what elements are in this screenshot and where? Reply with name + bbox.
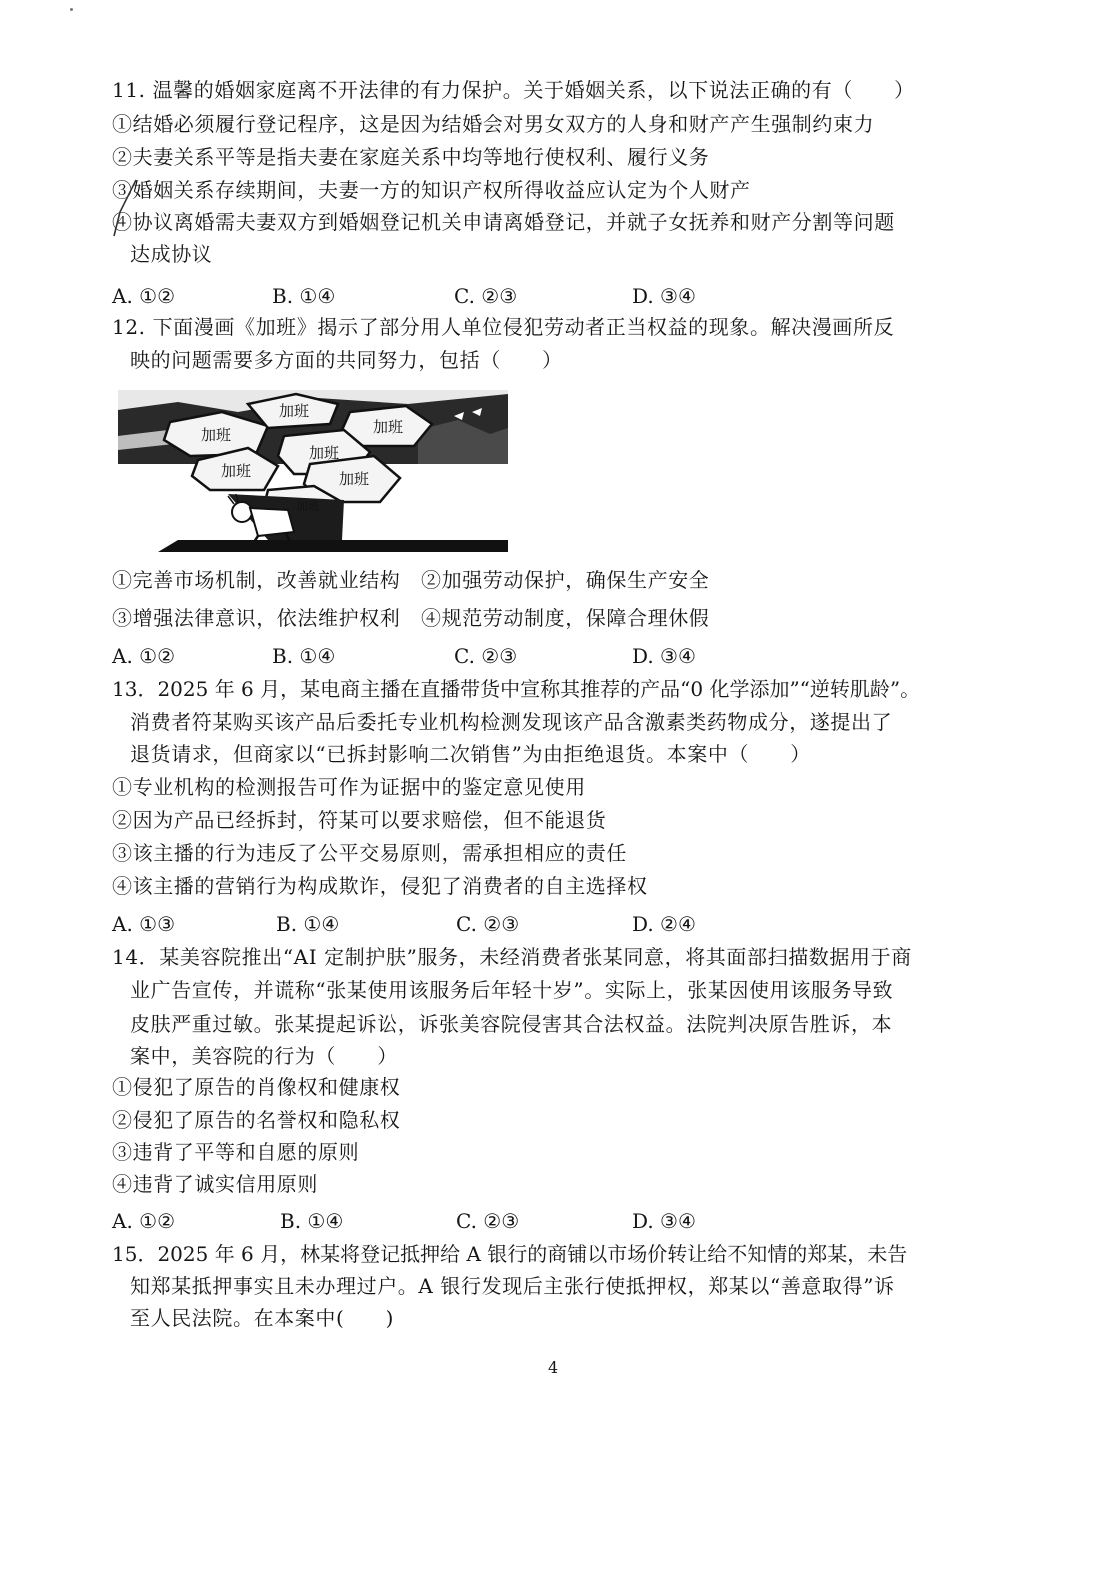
q11-statement-4-cont: 达成协议 [130, 242, 213, 266]
page-number: 4 [548, 1358, 559, 1377]
cartoon-label: 加班 [220, 462, 252, 480]
q12-statements-3-4: ③增强法律意识，依法维护权利 ④规范劳动制度，保障合理休假 [112, 606, 710, 630]
q13-option-a: A. ①③ [112, 912, 176, 936]
q14-option-d: D. ③④ [632, 1209, 696, 1233]
q12-option-d: D. ③④ [632, 644, 696, 668]
q12-stem: 12. 下面漫画《加班》揭示了部分用人单位侵犯劳动者正当权益的现象。解决漫画所反 [112, 315, 895, 339]
cartoon-label: 加班 [200, 426, 232, 444]
q13-option-b: B. ①④ [276, 912, 340, 936]
q11-stem: 11. 温馨的婚姻家庭离不开法律的有力保护。关于婚姻关系，以下说法正确的有（ ） [112, 78, 915, 102]
q13-statement-2: ②因为产品已经拆封，符某可以要求赔偿，但不能退货 [112, 808, 607, 832]
q13-option-d: D. ②④ [632, 912, 696, 936]
q12-option-a: A. ①② [112, 644, 176, 668]
q14-option-b: B. ①④ [280, 1209, 344, 1233]
cartoon-label: 加班 [338, 470, 370, 488]
q11-statement-3: ③婚姻关系存续期间，夫妻一方的知识产权所得收益应认定为个人财产 [112, 178, 751, 202]
q11-option-d: D. ③④ [632, 284, 696, 308]
q15-stem-cont-2: 至人民法院。在本案中( ) [130, 1306, 395, 1330]
q14-option-c: C. ②③ [456, 1209, 520, 1233]
q14-statement-1: ①侵犯了原告的肖像权和健康权 [112, 1075, 401, 1099]
q14-option-a: A. ①② [112, 1209, 176, 1233]
q13-statement-4: ④该主播的营销行为构成欺诈，侵犯了消费者的自主选择权 [112, 874, 648, 898]
q13-statement-1: ①专业机构的检测报告可作为证据中的鉴定意见使用 [112, 775, 586, 799]
q11-option-b: B. ①④ [272, 284, 336, 308]
q15-stem: 15．2025 年 6 月，林某将登记抵押给 A 银行的商铺以市场价转让给不知情的郑某，未告 [112, 1242, 908, 1266]
scan-speck [70, 8, 73, 11]
cartoon-label: 加班 [278, 402, 310, 420]
q13-statement-3: ③该主播的行为违反了公平交易原则，需承担相应的责任 [112, 841, 627, 865]
q12-stem-cont: 映的问题需要多方面的共同努力，包括（ ） [130, 348, 563, 372]
q15-stem-cont-1: 知郑某抵押事实且未办理过户。A 银行发现后主张行使抵押权，郑某以“善意取得”诉 [130, 1274, 895, 1298]
q11-statement-4: ④协议离婚需夫妻双方到婚姻登记机关申请离婚登记，并就子女抚养和财产分割等问题 [112, 210, 895, 234]
q14-stem-cont-2: 皮肤严重过敏。张某提起诉讼，诉张美容院侵害其合法权益。法院判决原告胜诉，本 [130, 1012, 893, 1036]
q14-stem-cont-1: 业广告宣传，并谎称“张某使用该服务后年轻十岁”。实际上，张某因使用该服务导致 [130, 978, 894, 1002]
q14-stem-cont-3: 案中，美容院的行为（ ） [130, 1044, 398, 1068]
cartoon-label: 加班 [295, 499, 321, 513]
q13-stem-cont-1: 消费者符某购买该产品后委托专业机构检测发现该产品含激素类药物成分，遂提出了 [130, 710, 893, 734]
cartoon-label: 加班 [308, 444, 340, 462]
q13-option-c: C. ②③ [456, 912, 520, 936]
q14-statement-4: ④违背了诚实信用原则 [112, 1172, 318, 1196]
q11-statement-1: ①结婚必须履行登记程序，这是因为结婚会对男女双方的人身和财产产生强制约束力 [112, 112, 875, 136]
q12-option-c: C. ②③ [454, 644, 518, 668]
cartoon-label: 加班 [372, 418, 404, 436]
overtime-cartoon [118, 390, 508, 552]
q12-option-b: B. ①④ [272, 644, 336, 668]
q14-stem: 14．某美容院推出“AI 定制护肤”服务，未经消费者张某同意，将其面部扫描数据用于商 [112, 945, 912, 969]
q11-option-c: C. ②③ [454, 284, 518, 308]
q13-stem: 13．2025 年 6 月，某电商主播在直播带货中宣称其推荐的产品“0 化学添加”“逆转肌龄”。 [112, 677, 921, 701]
q11-option-a: A. ①② [112, 284, 176, 308]
q14-statement-2: ②侵犯了原告的名誉权和隐私权 [112, 1108, 401, 1132]
q14-statement-3: ③违背了平等和自愿的原则 [112, 1140, 360, 1164]
pen-stroke-mark [106, 178, 146, 240]
q11-statement-2: ②夫妻关系平等是指夫妻在家庭关系中均等地行使权利、履行义务 [112, 145, 710, 169]
q13-stem-cont-2: 退货请求，但商家以“已拆封影响二次销售”为由拒绝退货。本案中（ ） [130, 742, 811, 766]
q12-statements-1-2: ①完善市场机制，改善就业结构 ②加强劳动保护，确保生产安全 [112, 568, 710, 592]
